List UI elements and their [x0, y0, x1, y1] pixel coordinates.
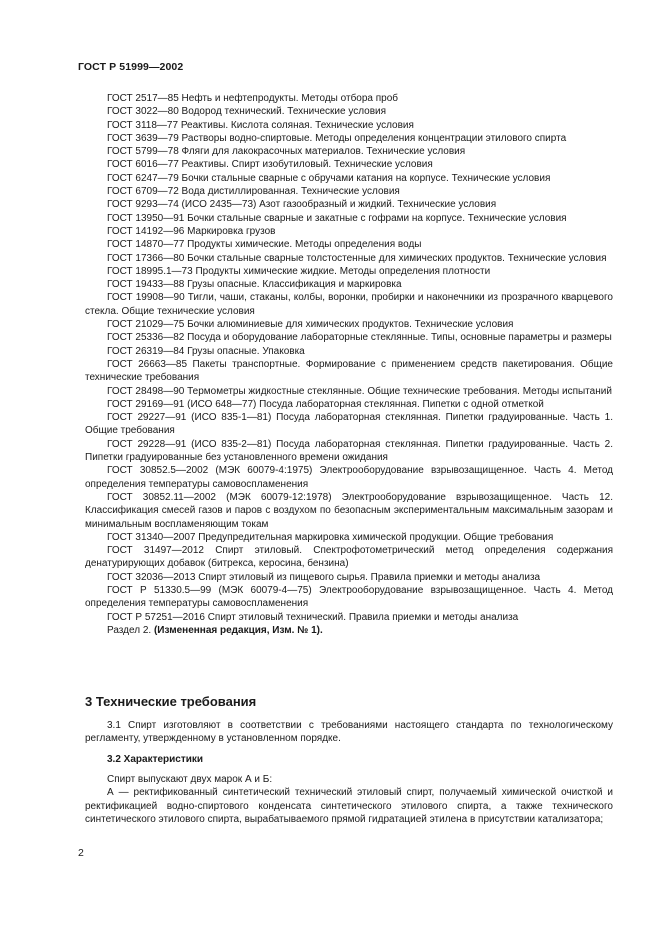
reference-item: ГОСТ 6247—79 Бочки стальные сварные с обручами катания на корпусе. Технические условия: [107, 172, 551, 184]
reference-item: ГОСТ 3022—80 Водород технический. Технические условия: [107, 106, 387, 118]
reference-item: ГОСТ 29169—91 (ИСО 648—77) Посуда лабораторная стеклянная. Пипетки с одной отметкой: [107, 398, 544, 410]
reference-item: ГОСТ 26663—85 Пакеты транспортные. Формирование с применением средств пакетирования. Общие технические требования: [85, 358, 613, 384]
reference-item: ГОСТ 31340—2007 Предупредительная маркировка химической продукции. Общие требования: [107, 531, 554, 543]
reference-item: ГОСТ 25336—82 Посуда и оборудование лабораторные стеклянные. Типы, основные параметры и размеры: [107, 332, 612, 344]
reference-item: ГОСТ 6016—77 Реактивы. Спирт изобутиловый. Технические условия: [107, 159, 433, 171]
reference-item: ГОСТ 29227—91 (ИСО 835-1—81) Посуда лабораторная стеклянная. Пипетки градуированные. Часть 1. Общие требования: [85, 412, 613, 437]
reference-item: ГОСТ 13950—91 Бочки стальные сварные и закатные с гофрами на корпусе. Технические условия: [107, 212, 567, 224]
reference-item: ГОСТ 14192—96 Маркировка грузов: [107, 225, 276, 237]
paragraph-text: 3.1 Спирт изготовляют в соответствии с требованиями настоящего стандарта по технологическому регламенту, утвержденному в установленном порядке.: [85, 720, 613, 745]
subsection-title-text: 3.2 Характеристики: [107, 754, 204, 765]
normative-references-list: [85, 92, 613, 637]
reference-item: ГОСТ 19908—90 Тигли, чаши, стаканы, колбы, воронки, пробирки и наконечники из прозрачного кварцевого стекла. Общие технические условия: [85, 292, 613, 317]
reference-item: ГОСТ Р 57251—2016 Спирт этиловый технический. Правила приемки и методы анализа: [107, 611, 519, 623]
page-number: 2: [78, 847, 84, 859]
reference-item: ГОСТ 32036—2013 Спирт этиловый из пищевого сырья. Правила приемки и методы анализа: [107, 571, 541, 583]
reference-item: ГОСТ 18995.1—73 Продукты химические жидкие. Методы определения плотности: [107, 265, 491, 277]
reference-item: ГОСТ Р 51330.5—99 (МЭК 60079-4—75) Электрооборудование взрывозащищенное. Часть 4. Метод определения температуры самовоспламенения: [85, 584, 613, 610]
reference-item: ГОСТ 9293—74 (ИСО 2435—73) Азот газообразный и жидкий. Технические условия: [107, 199, 497, 211]
paragraph-grade-a: А — ректификованный синтетический технический этиловый спирт, получаемый химической очисткой и ректификацией водно-спиртового конденсата синтетического этилового спирта, а также технического синтетического этилового спирта, вырабатываемого прямой гидратацией этилена в присутствии катализатора;: [85, 787, 613, 825]
reference-item: ГОСТ 28498—90 Термометры жидкостные стеклянные. Общие технические требования. Методы испытаний: [107, 385, 612, 397]
reference-item: ГОСТ 19433—88 Грузы опасные. Классификация и маркировка: [107, 279, 402, 291]
paragraph-3-1: [85, 719, 613, 746]
reference-item: ГОСТ 3118—77 Реактивы. Кислота соляная. Технические условия: [107, 119, 414, 131]
reference-item: ГОСТ 31497—2012 Спирт этиловый. Спектрофотометрический метод определения содержания денатурирующих добавок (битрекса, керосина, бензина): [85, 545, 613, 570]
amendment-prefix: Раздел 2.: [107, 624, 152, 636]
reference-item: ГОСТ 21029—75 Бочки алюминиевые для химических продуктов. Технические условия: [107, 319, 514, 331]
paragraph-3-2: [85, 773, 613, 826]
amendment-note: [85, 624, 613, 637]
paragraph-intro: Спирт выпускают двух марок А и Б:: [107, 774, 273, 785]
subsection-title: [85, 753, 613, 766]
reference-item: ГОСТ 26319—84 Грузы опасные. Упаковка: [107, 345, 305, 357]
reference-item: ГОСТ 29228—91 (ИСО 835-2—81) Посуда лабораторная стеклянная. Пипетки градуированные. Часть 2. Пипетки градуированные без установленного времени ожидания: [85, 438, 613, 464]
reference-item: ГОСТ 6709—72 Вода дистиллированная. Технические условия: [107, 186, 400, 198]
reference-item: ГОСТ 14870—77 Продукты химические. Методы определения воды: [107, 239, 422, 251]
document-header: ГОСТ Р 51999—2002: [78, 61, 184, 73]
reference-item: ГОСТ 30852.5—2002 (МЭК 60079-4:1975) Электрооборудование взрывозащищенное. Часть 4. Метод определения температуры самовоспламенения: [85, 465, 613, 490]
reference-item: ГОСТ 2517—85 Нефть и нефтепродукты. Методы отбора проб: [107, 93, 399, 104]
reference-item: ГОСТ 3639—79 Растворы водно-спиртовые. Методы определения концентрации этилового спирта: [107, 132, 567, 144]
reference-item: ГОСТ 5799—78 Фляги для лакокрасочных материалов. Технические условия: [107, 146, 466, 158]
section-title: 3 Технические требования: [85, 694, 257, 709]
reference-item: ГОСТ 17366—80 Бочки стальные сварные толстостенные для химических продуктов. Технические условия: [107, 252, 607, 264]
reference-item: ГОСТ 30852.11—2002 (МЭК 60079-12:1978) Электрооборудование взрывозащищенное. Часть 12. Классификация смесей газов и паров с воздухом по безопасным экспериментальным максимальным зазорам и минимальным воспламеняющим токам: [85, 491, 613, 530]
amendment-bold: (Измененная редакция, Изм. № 1).: [153, 624, 323, 636]
